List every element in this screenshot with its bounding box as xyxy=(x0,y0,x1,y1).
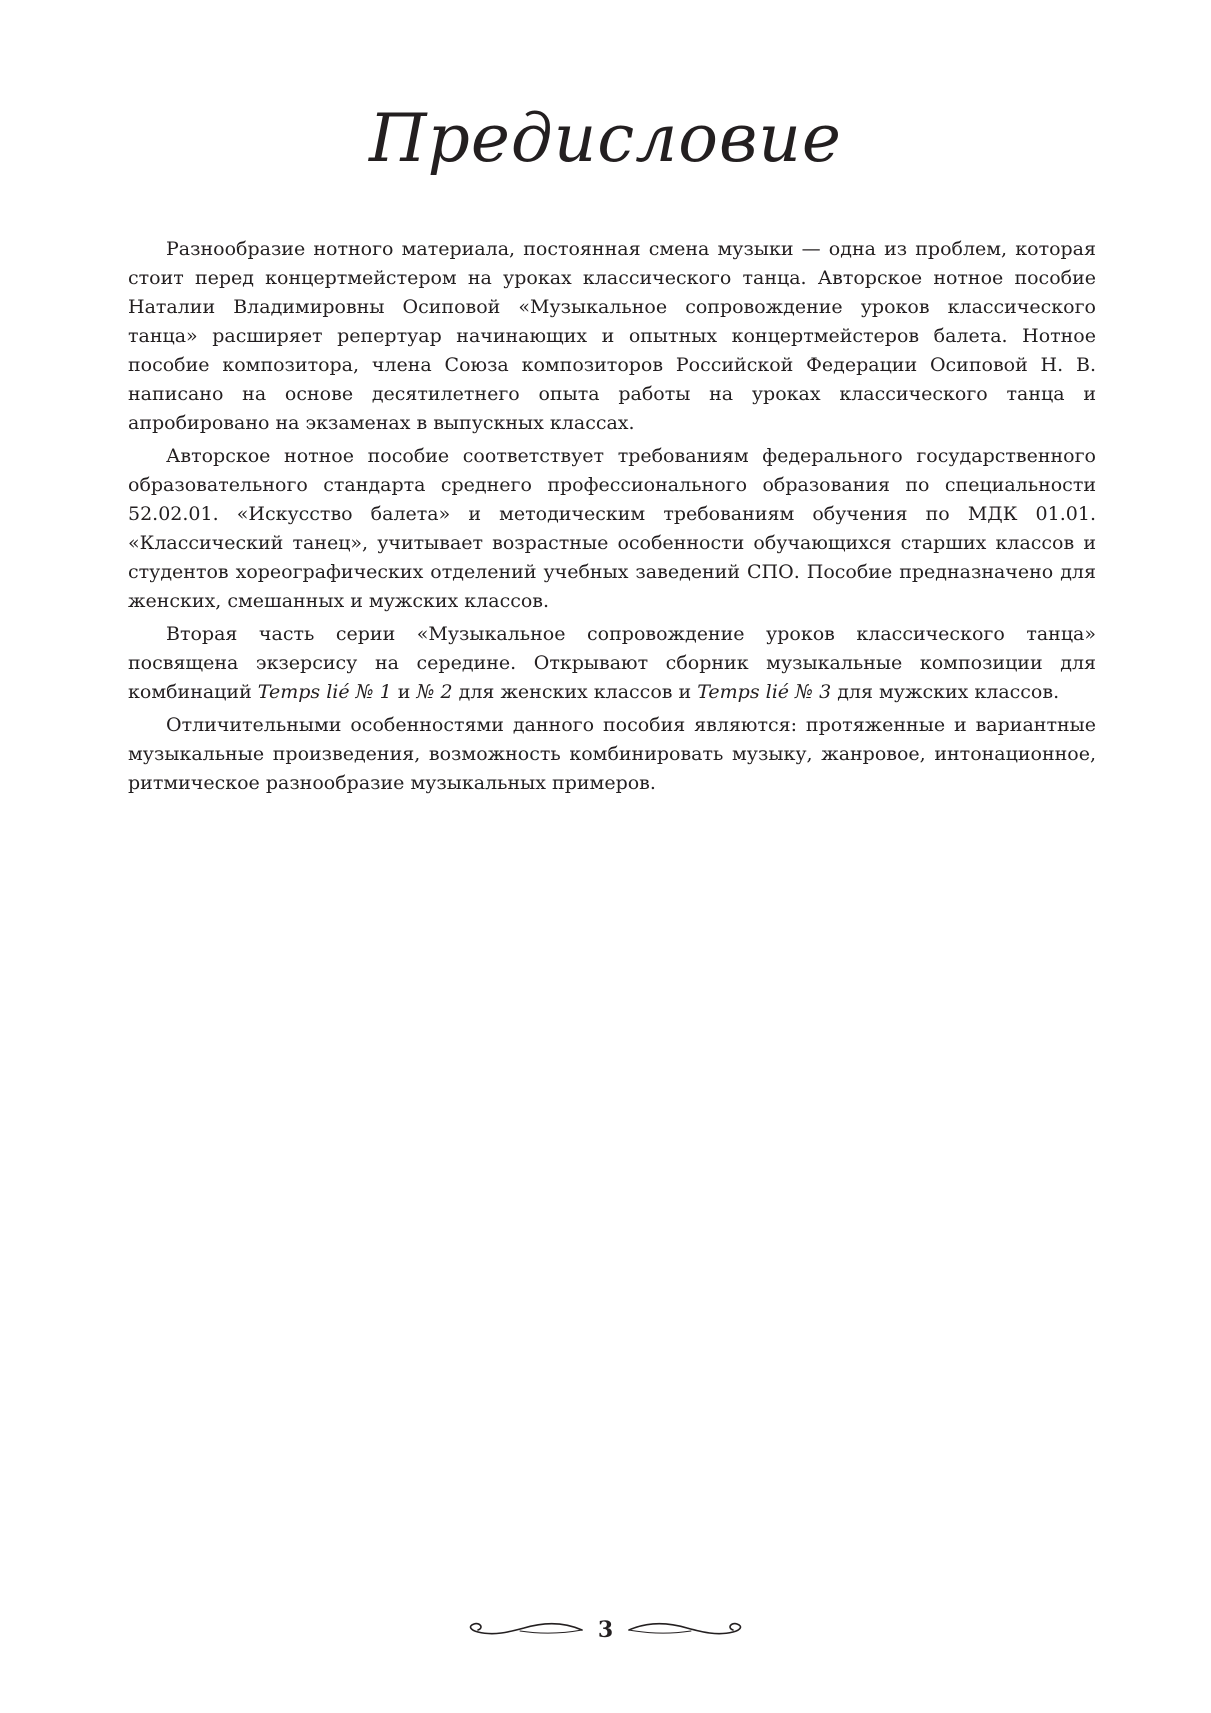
paragraph-3-part-1: Вторая часть серии «Музыкальное сопровождение уроков классического танца» посвящена экзерсису на середине. Открывают сборник музыкальные композиции для комбинаций xyxy=(128,623,1096,703)
left-flourish-icon xyxy=(464,1618,584,1642)
page-title: Предисловие xyxy=(369,100,842,177)
temps-lie-3: Temps lié № 3 xyxy=(697,681,832,703)
temps-lie-2: № 2 xyxy=(416,681,453,703)
paragraph-3-part-3: для женских классов и xyxy=(452,681,698,703)
paragraph-3-part-4: для мужских классов. xyxy=(831,681,1060,703)
paragraph-1: Разнообразие нотного материала, постоянная смена музыки — одна из проблем, которая стоит перед концертмейстером на уроках классического танца. Авторское нотное пособие Наталии Владимировны Осиповой «Музыкальное сопровождение уроков классического танца» расширяет репертуар начинающих и опытных концертмейстеров балета. Нотное пособие композитора, члена Союза композиторов Российской Федерации Осиповой Н. В. написано на основе десятилетнего опыта работы на уроках классического танца и апробировано на экзаменах в выпускных классах. xyxy=(128,238,1096,434)
paragraph-3-part-2: и xyxy=(391,681,417,703)
paragraph-2: Авторское нотное пособие соответствует требованиям федерального государственного образовательного стандарта среднего профессионального образования по специальности 52.02.01. «Искусство балета» и методическим требованиям обучения по МДК 01.01. «Классический танец», учитывает возрастные особенности обучающихся старших классов и студентов хореографических отделений учебных заведений СПО. Пособие предназначено для женских, смешанных и мужских классов. xyxy=(128,445,1096,612)
page-number: 3 xyxy=(597,1617,614,1643)
paragraph-3 xyxy=(128,620,1096,707)
right-flourish-icon xyxy=(627,1618,747,1642)
body-text xyxy=(128,235,1096,802)
page-footer xyxy=(0,1610,1211,1650)
temps-lie-1: Temps lié № 1 xyxy=(257,681,392,703)
paragraph-4: Отличительными особенностями данного пособия являются: протяженные и вариантные музыкальные произведения, возможность комбинировать музыку, жанровое, интонационное, ритмическое разнообразие музыкальных примеров. xyxy=(128,714,1096,794)
